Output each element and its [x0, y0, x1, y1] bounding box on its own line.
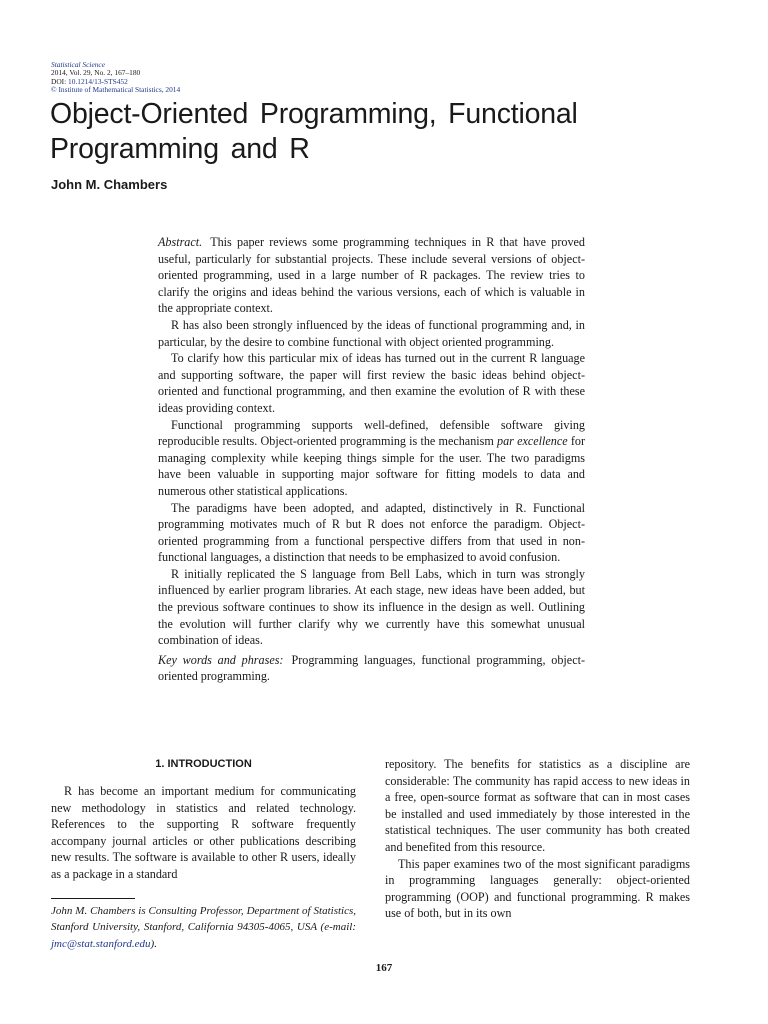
doi-label: DOI:: [51, 76, 69, 86]
abstract-p4-emphasis: par excellence: [497, 434, 568, 449]
paper-title: [50, 97, 730, 167]
abstract-paragraph-1: [158, 234, 585, 317]
abstract-p1-text: This paper reviews some programming techniques in R that have proved useful, particularly for substantial projects. These include several versions of object-oriented programming, used in a large number of R packages. The review tries to clarify the origins and ideas behind the various versions, each of which is valuable in the appropriate context.: [158, 235, 585, 316]
abstract-paragraph-2: R has also been strongly influenced by the ideas of functional programming and, in particular, by the desire to combine functional with object oriented programming.: [158, 317, 585, 349]
footnote-close: ).: [150, 937, 157, 950]
abstract: [158, 234, 585, 685]
page-number: 167: [375, 962, 393, 974]
footnote-rule: [51, 898, 135, 899]
abstract-paragraph-6: R initially replicated the S language from Bell Labs, which in turn was strongly influenced by earlier program libraries. At each stage, new ideas have been added, but the previous software continues to show its influence in the design as well. Outlining the evolution will further clarify why we currently have this somewhat unusual combination of ideas.: [158, 566, 585, 648]
abstract-paragraph-4: [158, 417, 585, 500]
doi-link[interactable]: 10.1214/13-STS452: [68, 76, 128, 86]
intro-paragraph-2: This paper examines two of the most significant paradigms in programming languages generally: object-oriented programming (OOP) and functional programming. R makes use of both, but in its own: [385, 856, 690, 921]
author-footnote: [51, 903, 356, 952]
journal-header: [51, 61, 180, 95]
intro-paragraph-1: R has become an important medium for communicating new methodology in statistics and related technology. References to the supporting R software frequently accompany journal articles or other publications describing new results. The software is available to other R users, ideally as a package in a standard: [51, 784, 356, 881]
copyright-line[interactable]: © Institute of Mathematical Statistics, 2014: [51, 85, 181, 95]
abstract-paragraph-5: The paradigms have been adopted, and adapted, distinctively in R. Functional programming motivates much of R but R does not enforce the paradigm. Object-oriented programming from a functional perspective differs from that used in non-functional languages, a distinction that needs to be emphasized to avoid confusion.: [158, 500, 585, 565]
keywords-label: Key words and phrases:: [158, 652, 284, 667]
title-line-1: Object-Oriented Programming, Functional: [50, 98, 578, 130]
abstract-paragraph-3: To clarify how this particular mix of ideas has turned out in the current R language and supporting software, the paper will first review the basic ideas behind object-oriented and functional programming, and then examine the evolution of R with these ideas providing context.: [158, 351, 585, 415]
title-line-2: Programming and R: [50, 133, 310, 165]
abstract-p4-a: Functional programming supports well-defined, defensible software giving reproducible results. Object-oriented programming is the mechanism: [158, 417, 585, 449]
abstract-label: Abstract.: [158, 235, 203, 249]
journal-name[interactable]: Statistical Science: [51, 60, 105, 69]
footnote-text: John M. Chambers is Consulting Professor, Department of Statistics, Stanford University, Stanford, California 94305-4065, USA (e-mail:: [51, 905, 356, 934]
author-name: John M. Chambers: [51, 177, 168, 192]
section-heading-introduction: 1. INTRODUCTION: [155, 758, 252, 770]
abstract-p4-b: for managing complexity while keeping things simple for the user. The two paradigms have been valuable in supporting major software for fitting models to data and numerous other statistical applications.: [158, 434, 586, 498]
author-email-link[interactable]: jmc@stat.stanford.edu: [51, 937, 151, 950]
keywords: [158, 652, 585, 685]
left-column: [51, 756, 356, 883]
right-column: [385, 756, 690, 922]
keywords-text: Programming languages, functional programming, object-oriented programming.: [158, 652, 585, 684]
intro-paragraph-1-continued: repository. The benefits for statistics as a discipline are considerable: The community has rapid access to new ideas in a free, open-source format as software that can in most cases be installed and used immediately by those interested in the statistical techniques. The user community has both created and benefited from this resource.: [385, 757, 690, 854]
volume-line: 2014, Vol. 29, No. 2, 167–180: [51, 68, 141, 78]
